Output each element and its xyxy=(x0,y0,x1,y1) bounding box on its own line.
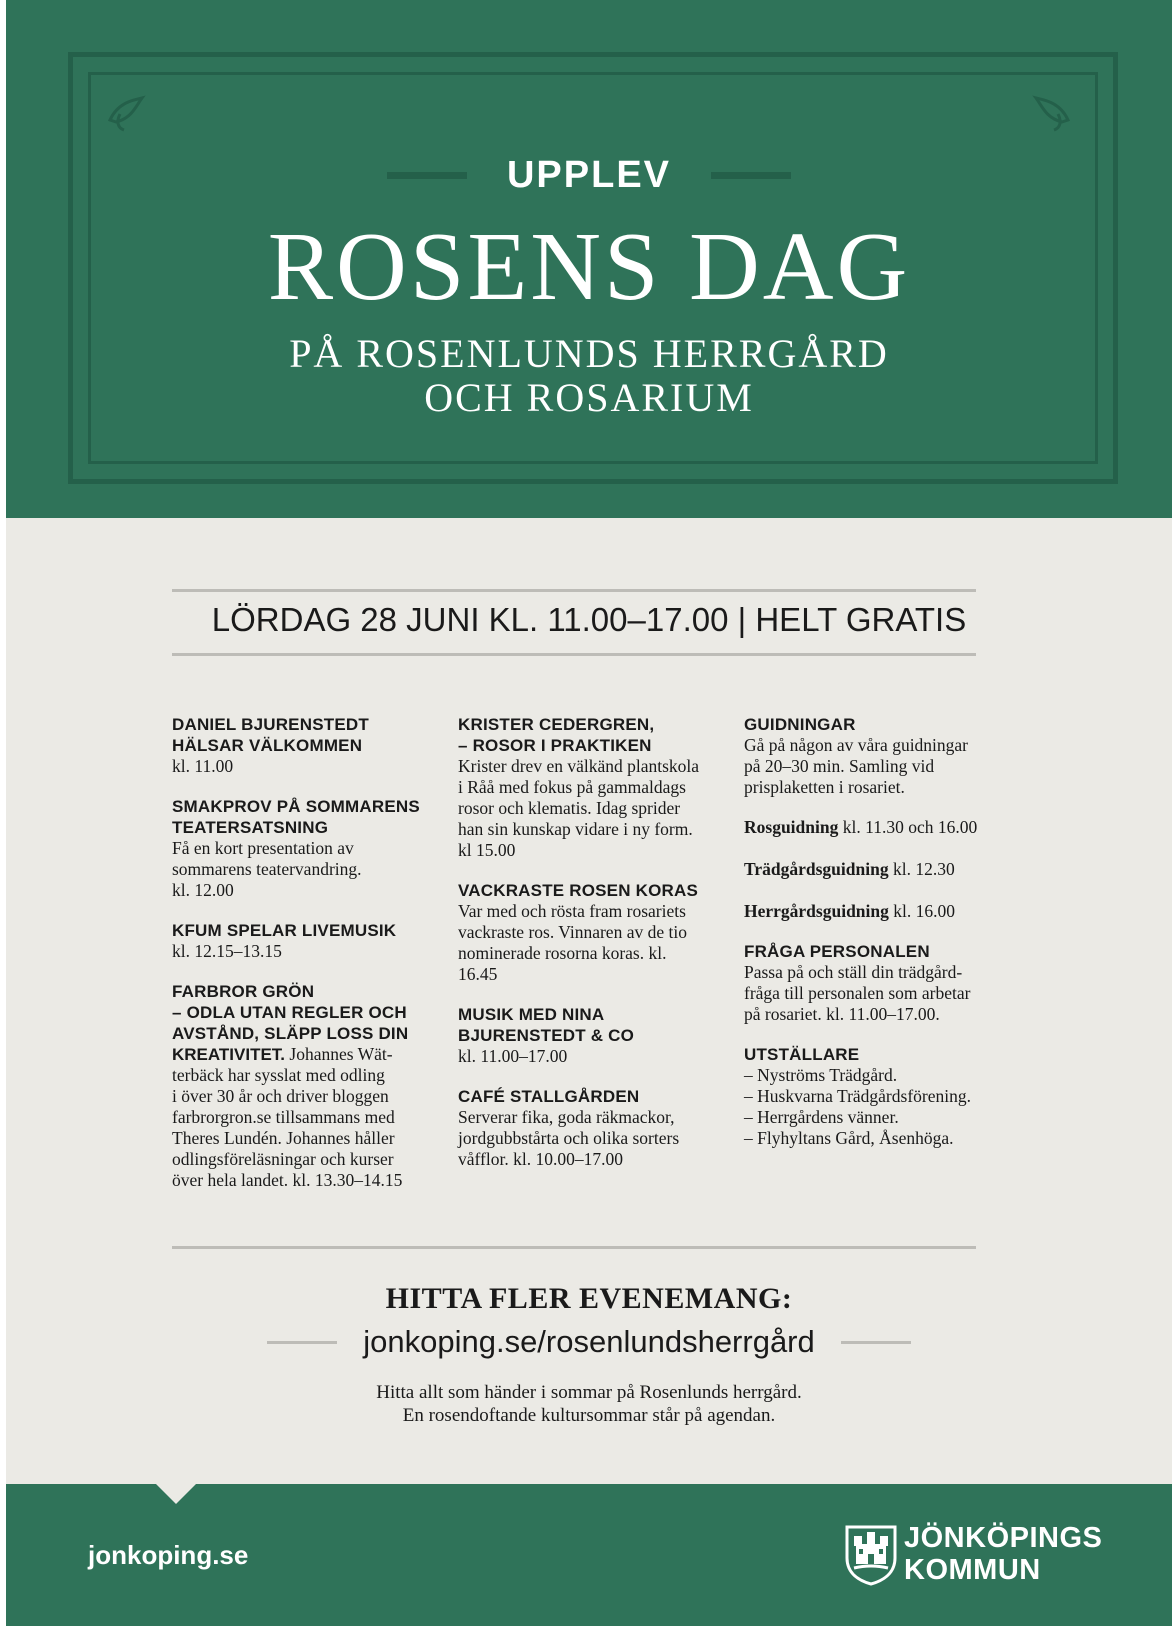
item-heading: SMAKPROV PÅ SOMMARENS xyxy=(172,797,420,816)
item-text: kl 15.00 xyxy=(458,840,516,860)
poster xyxy=(6,0,1172,1626)
list-item: – Nyströms Trädgård. xyxy=(744,1065,898,1085)
item-text: Gå på någon av våra guidningar xyxy=(744,735,969,755)
tour-item xyxy=(744,901,1034,922)
brand-logo-text xyxy=(904,1522,1102,1586)
item-heading: MUSIK MED NINA xyxy=(458,1005,605,1024)
item-heading: FRÅGA PERSONALEN xyxy=(744,942,930,961)
item-heading: KRISTER CEDERGREN, xyxy=(458,715,655,734)
list-item: – Herrgårdens vänner. xyxy=(744,1107,899,1127)
item-text: rosor och klematis. Idag sprider xyxy=(458,798,681,818)
program-item xyxy=(458,714,730,861)
tour-name: Rosguidning xyxy=(744,817,839,837)
subtitle-line-1: PÅ ROSENLUNDS HERRGÅRD xyxy=(289,331,889,376)
item-text: odlingsföreläsningar och kurser xyxy=(172,1149,394,1169)
tour-item xyxy=(744,859,1034,880)
url-rule-right xyxy=(841,1341,911,1344)
tour-name: Trädgårdsguidning xyxy=(744,859,889,879)
item-text: prisplaketten i rosariet. xyxy=(744,777,905,797)
item-mixed-line xyxy=(172,1044,444,1065)
item-heading: CAFÉ STALLGÅRDEN xyxy=(458,1087,640,1106)
program-item xyxy=(458,1086,730,1170)
guided-tours xyxy=(744,714,1034,798)
brand-line-2: KOMMUN xyxy=(904,1554,1041,1586)
item-text: Krister drev en välkänd plantskola xyxy=(458,756,700,776)
item-text: Passa på och ställ din trädgård- xyxy=(744,962,963,982)
item-text: kl. 12.15–13.15 xyxy=(172,941,282,961)
program-item xyxy=(172,981,444,1191)
item-heading: BJURENSTEDT & CO xyxy=(458,1026,635,1045)
item-heading: GUIDNINGAR xyxy=(744,715,856,734)
item-heading: UTSTÄLLARE xyxy=(744,1045,860,1064)
brand-line-1: JÖNKÖPINGS xyxy=(904,1522,1103,1554)
item-text: nominerade rosorna koras. kl. xyxy=(458,943,667,963)
header-banner xyxy=(6,0,1172,518)
title-rule-left xyxy=(387,172,467,179)
event-date: LÖRDAG 28 JUNI KL. 11.00–17.00 | HELT GRATIS xyxy=(211,601,967,638)
footnote-line-2: En rosendoftande kultursommar står på agendan. xyxy=(402,1405,776,1426)
pre-title-row xyxy=(6,154,1172,197)
tour-name: Herrgårdsguidning xyxy=(744,901,889,921)
exhibitors xyxy=(744,1044,1034,1149)
item-heading: KREATIVITET. xyxy=(172,1045,286,1064)
item-heading: VACKRASTE ROSEN KORAS xyxy=(458,881,699,900)
tour-time: kl. 16.00 xyxy=(888,901,956,921)
item-text: farbrorgron.se tillsammans med xyxy=(172,1107,395,1127)
program-item xyxy=(172,714,444,777)
item-heading: DANIEL BJURENSTEDT xyxy=(172,715,369,734)
item-text: Johannes Wät- xyxy=(285,1044,393,1064)
item-text: kl. 11.00–17.00 xyxy=(458,1046,568,1066)
item-text: på 20–30 min. Samling vid xyxy=(744,756,935,776)
more-events-link[interactable]: jonkoping.se/rosenlundsherrgård xyxy=(363,1324,815,1359)
subtitle xyxy=(6,332,1172,420)
item-heading: HÄLSAR VÄLKOMMEN xyxy=(172,736,363,755)
item-text: våfflor. kl. 10.00–17.00 xyxy=(458,1149,623,1169)
item-text: Få en kort presentation av xyxy=(172,838,354,858)
item-text: kl. 11.00 xyxy=(172,756,234,776)
list-item: – Flyhyltans Gård, Åsenhöga. xyxy=(744,1128,954,1148)
footer-notch xyxy=(156,1484,196,1504)
item-text: i över 30 år och driver bloggen xyxy=(172,1086,389,1106)
tour-time: kl. 12.30 xyxy=(888,859,955,879)
item-text: han sin kunskap vidare i ny form. xyxy=(458,819,693,839)
program-column-3 xyxy=(744,714,1034,1168)
footnote xyxy=(6,1381,1172,1427)
list-item: – Huskvarna Trädgårdsförening. xyxy=(744,1086,971,1106)
title-rule-right xyxy=(711,172,791,179)
item-text: på rosariet. kl. 11.00–17.00. xyxy=(744,1004,940,1024)
program-item xyxy=(172,796,444,901)
footnote-line-1: Hitta allt som händer i sommar på Rosenlunds herrgård. xyxy=(376,1382,802,1403)
program-item xyxy=(458,880,730,985)
item-text: 16.45 xyxy=(458,964,498,984)
divider-section xyxy=(172,1246,976,1249)
item-text: Var med och rösta fram rosariets xyxy=(458,901,686,921)
item-heading: TEATERSATSNING xyxy=(172,818,329,837)
item-text: Serverar fika, goda räkmackor, xyxy=(458,1107,675,1127)
more-events-url-row xyxy=(6,1324,1172,1360)
more-events-title: HITTA FLER EVENEMANG: xyxy=(385,1282,793,1315)
program-column-2 xyxy=(458,714,730,1189)
pre-title: UPPLEV xyxy=(506,154,672,196)
leaf-ornament-icon xyxy=(1032,92,1072,132)
item-text: sommarens teatervandring. xyxy=(172,859,362,879)
item-text: jordgubbstårta och olika sorters xyxy=(458,1128,680,1148)
item-heading: – ODLA UTAN REGLER OCH xyxy=(172,1003,407,1022)
item-text: fråga till personalen som arbetar xyxy=(744,983,971,1003)
footer-link[interactable]: jonkoping.se xyxy=(88,1540,249,1570)
page-title: ROSENS DAG xyxy=(267,213,911,321)
url-rule-left xyxy=(267,1341,337,1344)
program-item xyxy=(172,920,444,962)
divider-bottom xyxy=(172,653,976,656)
ask-staff xyxy=(744,941,1034,1025)
item-text: terbäck har sysslat med odling xyxy=(172,1065,385,1085)
tour-item xyxy=(744,817,1034,838)
program-item xyxy=(458,1004,730,1067)
leaf-ornament-icon xyxy=(106,92,146,132)
divider-top xyxy=(172,589,976,592)
item-heading: AVSTÅND, SLÄPP LOSS DIN xyxy=(172,1024,409,1043)
coat-of-arms-icon xyxy=(844,1524,898,1586)
item-text: vackraste ros. Vinnaren av de tio xyxy=(458,922,687,942)
item-text: över hela landet. kl. 13.30–14.15 xyxy=(172,1170,403,1190)
item-heading: KFUM SPELAR LIVEMUSIK xyxy=(172,921,397,940)
item-heading: – ROSOR I PRAKTIKEN xyxy=(458,736,652,755)
item-heading: FARBROR GRÖN xyxy=(172,982,315,1001)
subtitle-line-2: OCH ROSARIUM xyxy=(424,375,754,420)
program-column-1 xyxy=(172,714,444,1210)
item-text: Theres Lundén. Johannes håller xyxy=(172,1128,395,1148)
tour-time: kl. 11.30 och 16.00 xyxy=(838,817,978,837)
item-text: i Råå med fokus på gammaldags xyxy=(458,777,686,797)
item-text: kl. 12.00 xyxy=(172,880,234,900)
